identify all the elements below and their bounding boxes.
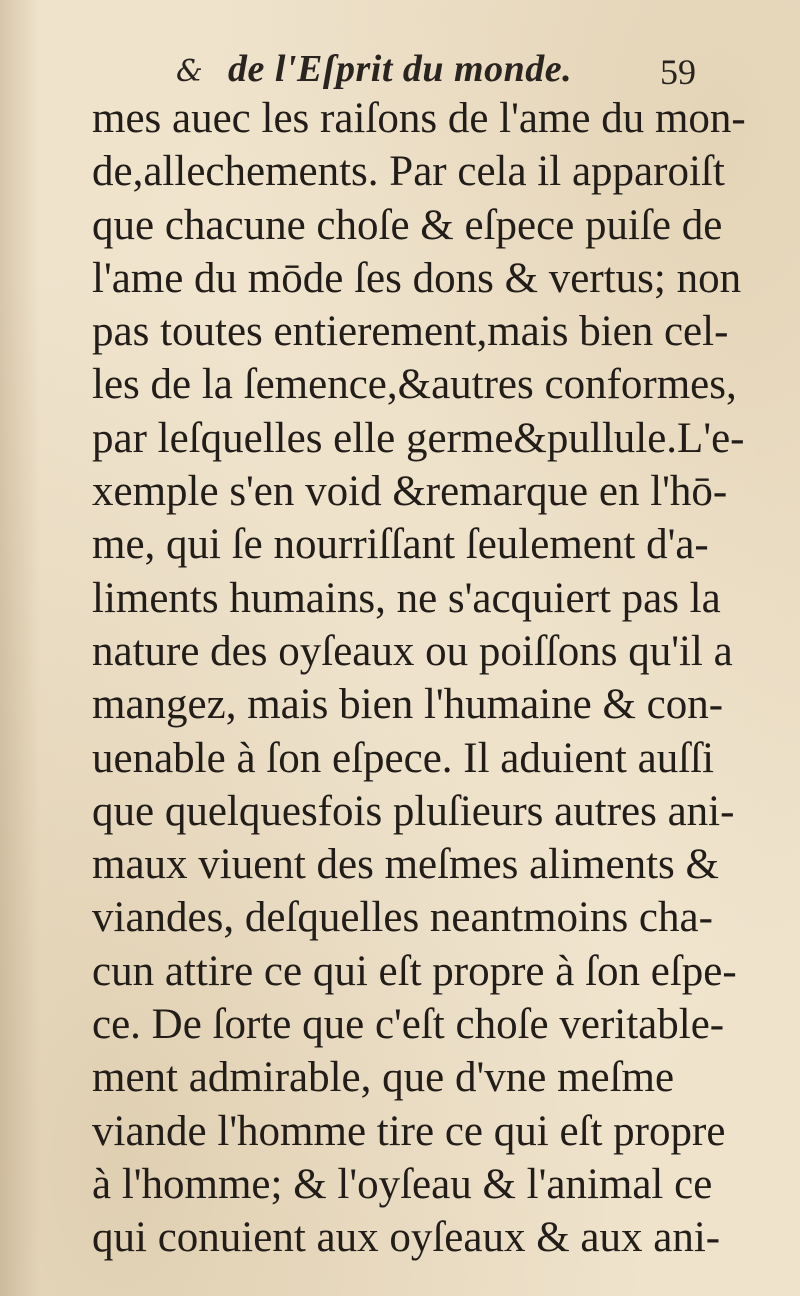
text-line: par leſquelles elle germe&pullule.L'e- [92, 414, 745, 462]
text-line: pas toutes entierement,mais bien cel- [92, 308, 729, 356]
text-line: nature des oyſeaux ou poiſſons qu'il a [92, 627, 733, 675]
text-line: uenable à ſon eſpece. Il aduient auſſi [92, 734, 715, 782]
text-line: qui conuient aux oyſeaux & aux ani- [92, 1214, 721, 1262]
body-text [92, 92, 746, 1265]
text-line: mangez, mais bien l'humaine & con- [92, 681, 724, 729]
text-line: que quelquesfois pluſieurs autres ani- [92, 787, 735, 835]
text-line: liments humains, ne s'acquiert pas la [92, 574, 721, 622]
running-title: de l'Eſprit du monde. [228, 48, 573, 90]
page-number: 59 [660, 52, 696, 92]
text-line: me, qui ſe nourriſſant ſeulement d'a- [92, 521, 709, 569]
page-edge-shadow [0, 0, 40, 1296]
text-line: de,allechements. Par cela il apparoiſt [92, 148, 725, 196]
ampersand-ornament: & [176, 54, 203, 89]
text-line: à l'homme; & l'oyſeau & l'animal ce [92, 1160, 713, 1208]
text-line: xemple s'en void &remarque en l'hō- [92, 468, 728, 516]
text-line: les de la ſemence,&autres conformes, [92, 361, 737, 409]
text-line: mes auec les raiſons de l'ame du mon- [92, 95, 746, 142]
text-line: cun attire ce qui eſt propre à ſon eſpe- [92, 947, 737, 995]
text-line: ce. De ſorte que c'eſt choſe veritable- [92, 1001, 725, 1049]
page-header [0, 44, 800, 94]
text-line: l'ame du mōde ſes dons & vertus; non [92, 254, 742, 302]
text-line: que chacune choſe & eſpece puiſe de [92, 201, 723, 249]
text-line: viande l'homme tire ce qui eſt propre [92, 1107, 726, 1155]
text-line: maux viuent des meſmes aliments & [92, 841, 719, 889]
text-line: ment admirable, que d'vne meſme [92, 1054, 675, 1102]
text-line: viandes, deſquelles neantmoins cha- [92, 894, 713, 942]
